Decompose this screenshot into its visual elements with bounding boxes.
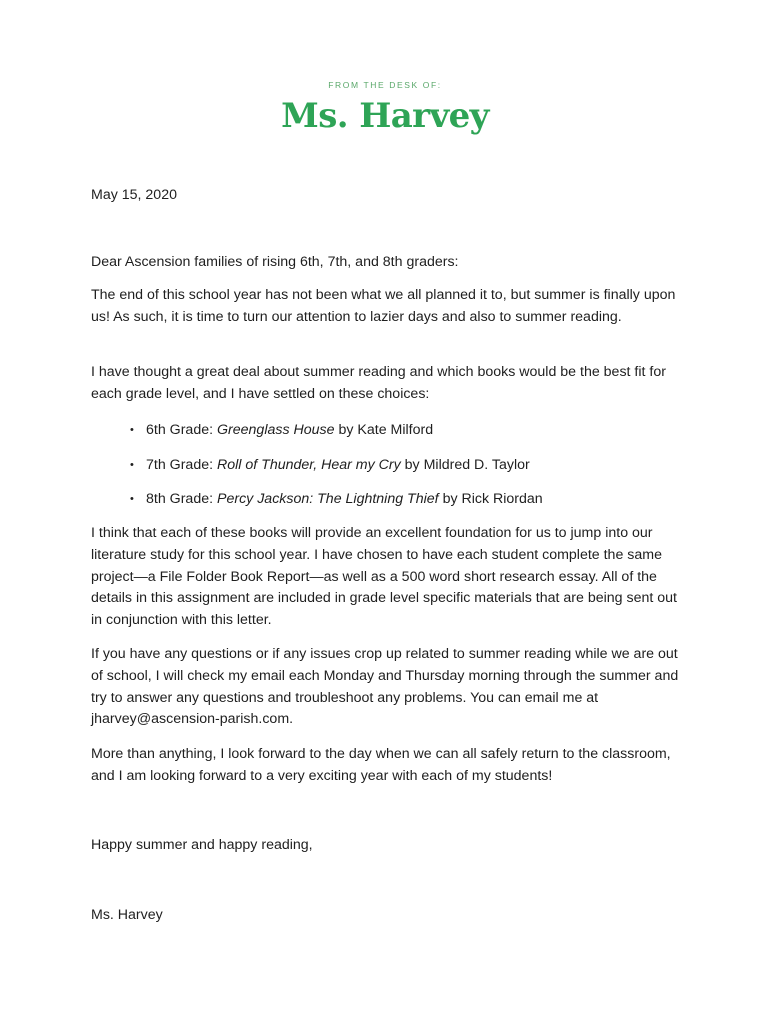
closing-line: Happy summer and happy reading,: [91, 837, 313, 853]
salutation: Dear Ascension families of rising 6th, 7th, and 8th graders:: [91, 254, 459, 270]
book-author: by Kate Milford: [338, 422, 434, 438]
list-item: [130, 420, 690, 455]
paragraph-questions: If you have any questions or if any issues crop up related to summer reading while we are out of school, I will check my email each Monday and Thursday morning through the summer and try to answer any questions and troubleshoot any problems. You can email me at jharvey@ascension-parish.com.: [91, 646, 679, 728]
signature: Ms. Harvey: [91, 907, 163, 923]
bullet-icon: •: [130, 458, 134, 471]
list-item: [130, 489, 690, 524]
book-title: Roll of Thunder, Hear my Cry: [217, 456, 401, 473]
book-grade: 7th Grade:: [146, 456, 214, 473]
book-list: [130, 420, 690, 524]
paragraph-choices: I have thought a great deal about summer reading and which books would be the best fit for each grade level, and I have settled on these choices:: [91, 364, 666, 402]
book-grade: 8th Grade:: [146, 491, 214, 507]
book-author: by Mildred D. Taylor: [404, 456, 530, 473]
book-grade: 6th Grade:: [146, 422, 214, 438]
bullet-icon: •: [130, 493, 134, 505]
paragraph-closing-thoughts: More than anything, I look forward to the day when we can all safely return to the classroom, and I am looking forward to a very exciting year with each of my students!: [91, 746, 671, 784]
paragraph-intro: The end of this school year has not been what we all planned it to, but summer is finally upon us! As such, it is time to turn our attention to lazier days and also to summer reading.: [91, 287, 676, 325]
paragraph-foundation: I think that each of these books will provide an excellent foundation for us to jump into our literature study for this school year. I have chosen to have each student complete the same project—a File Folder Book Report—as well as a 500 word short research essay. All of the details in this assignment are included in grade level specific materials that are being sent out in conjunction with this letter.: [91, 525, 677, 629]
book-title: Greenglass House: [217, 422, 335, 438]
book-author: by Rick Riordan: [442, 491, 543, 507]
bullet-icon: •: [130, 424, 134, 436]
letterhead-name: Ms. Harvey: [281, 96, 489, 136]
book-title: Percy Jackson: The Lightning Thief: [217, 491, 439, 507]
letterhead-kicker: FROM THE DESK OF:: [328, 80, 442, 90]
list-item: [130, 455, 690, 490]
letter-date: May 15, 2020: [91, 187, 177, 203]
